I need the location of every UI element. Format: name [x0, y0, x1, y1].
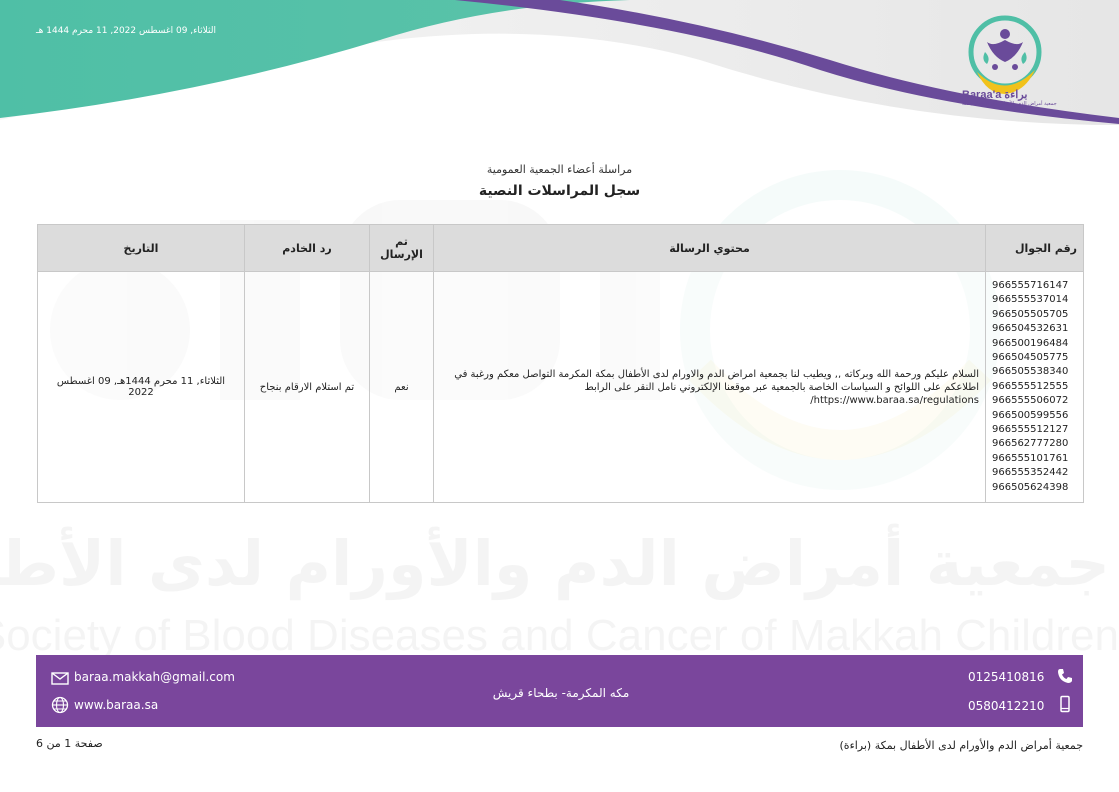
phone-number: 966555512127 [992, 424, 1069, 436]
message-content: السلام عليكم ورحمة الله وبركاته ,, ويطيب لنا بجمعية امراض الدم والاورام لدى الأطفال بمكة المكرمة التواصل معكم ورغبة في اطلاعكم على اللوائح و السياسات الخاصة بالجمعية عبر موقعنا الإلكتروني نامل النقر على الرابط https://www.baraa.sa/regulations/ [434, 272, 986, 503]
sent-status: نعم [370, 272, 434, 503]
footer-website[interactable]: www.baraa.sa [74, 698, 159, 712]
watermark-arabic [0, 523, 1110, 601]
phone-icon [1056, 667, 1074, 685]
footer-phone[interactable]: 0125410816 [968, 670, 1045, 684]
phone-number: 966555716147 [992, 279, 1069, 291]
phone-number: 966505624398 [992, 481, 1069, 493]
report-title: سجل المراسلات النصية [478, 183, 641, 199]
phone-list [986, 272, 1084, 503]
footer-mobile[interactable]: 0580412210 [968, 699, 1045, 713]
message-date: الثلاثاء, 11 محرم 1444هـ, 09 اغسطس 2022 [38, 272, 245, 503]
phone-number: 966504505775 [992, 351, 1069, 363]
table-row [38, 272, 1084, 503]
header-wave [0, 0, 1119, 130]
footer-bar [36, 655, 1083, 727]
phone-number: 966555101761 [992, 452, 1069, 464]
footer-email[interactable]: baraa.makkah@gmail.com [74, 670, 235, 684]
header-date: التاريخ [38, 225, 245, 272]
phone-number: 966555506072 [992, 395, 1069, 407]
globe-icon [51, 696, 69, 714]
header-content: محتوي الرسالة [434, 225, 986, 272]
organization-name: جمعية أمراض الدم والأورام لدى الأطفال بمكة (براءة) [839, 739, 1083, 752]
phone-number: 966500599556 [992, 409, 1069, 421]
footer-address: مكه المكرمة- بطحاء قريش [492, 686, 630, 700]
mobile-icon [1056, 695, 1074, 713]
phone-number: 966500196484 [992, 337, 1069, 349]
header-date: الثلاثاء, 09 اغسطس 2022, 11 محرم 1444 هـ [36, 26, 216, 36]
phone-number: 966505538340 [992, 366, 1069, 378]
header-server-reply: رد الخادم [245, 225, 370, 272]
watermark-english [0, 611, 1119, 660]
phone-number: 966562777280 [992, 438, 1069, 450]
logo-subtitle: جمعية أمراض الدم والأورام لدى الأطفال بمكة [962, 101, 1057, 107]
report-subtitle: مراسلة أعضاء الجمعية العمومية [486, 163, 633, 176]
table-header-row [38, 225, 1084, 272]
envelope-icon [51, 669, 69, 687]
phone-number: 966555537014 [992, 294, 1069, 306]
sms-log-table [37, 224, 1084, 503]
header-phone: رقم الجوال [986, 225, 1084, 272]
logo-name: Baraa'a براءة [962, 89, 1028, 101]
header-sent: تم الإرسال [370, 225, 434, 272]
phone-number: 966504532631 [992, 323, 1069, 335]
server-reply: تم استلام الارقام بنجاح [245, 272, 370, 503]
phone-number: 966505505705 [992, 308, 1069, 320]
phone-number: 966555512555 [992, 380, 1069, 392]
page-number: صفحة 1 من 6 [36, 737, 103, 750]
phone-number: 966555352442 [992, 467, 1069, 479]
